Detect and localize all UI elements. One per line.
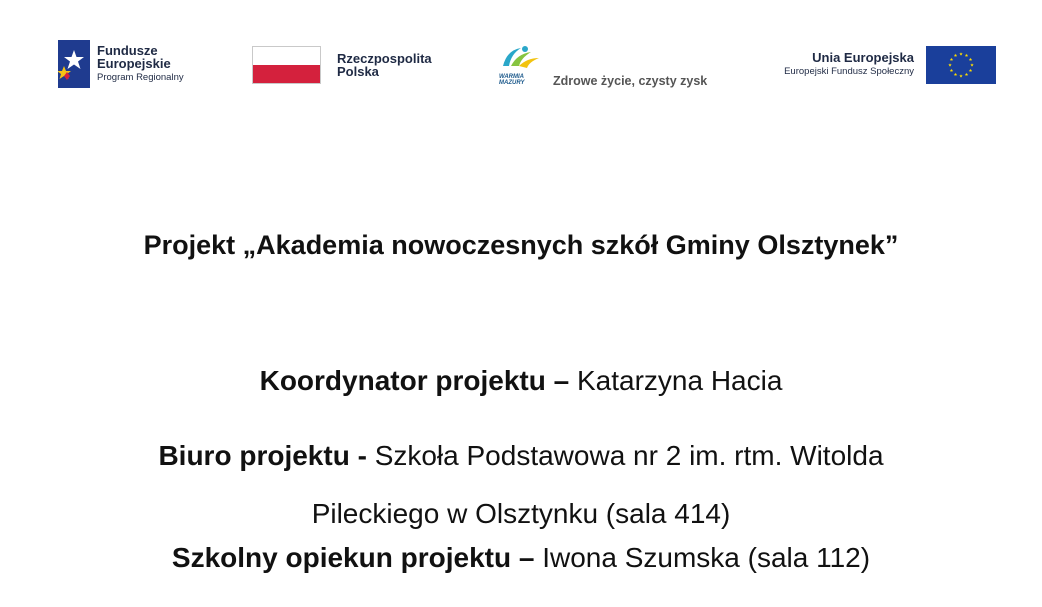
fundusze-europejskie-logo: [58, 40, 184, 88]
office-label: Biuro projektu: [158, 440, 350, 471]
coordinator-name: Katarzyna Hacia: [576, 365, 783, 396]
office-line: [0, 427, 1042, 543]
eu-flag-icon: [926, 46, 996, 84]
polish-flag-icon: [252, 46, 321, 84]
guardian-line: [0, 542, 1042, 574]
office-separator: -: [349, 440, 375, 471]
unia-europejska-logo: [784, 46, 996, 84]
office-value-line1: Szkoła Podstawowa nr 2 im. rtm. Witolda: [374, 440, 884, 471]
guardian-value: Iwona Szumska (sala 112): [542, 542, 871, 573]
coordinator-separator: –: [545, 365, 577, 396]
fundusze-europejskie-star-icon: [58, 40, 90, 88]
rzeczpospolita-polska-logo: [252, 46, 432, 84]
coordinator-label: Koordynator projektu: [259, 365, 546, 396]
guardian-separator: –: [511, 542, 543, 573]
office-value-line2: Pileckiego w Olsztynku (sala 414): [311, 498, 731, 529]
project-title: Projekt „Akademia nowoczesnych szkół Gminy Olsztynek”: [143, 230, 899, 260]
fundusze-line1: Fundusze: [97, 43, 158, 58]
warmia-slogan: Zdrowe życie, czysty zysk: [553, 74, 708, 88]
rzeczpospolita-line2: Polska: [337, 64, 379, 79]
coordinator-line: [0, 365, 1042, 397]
logo-bar: [0, 0, 1042, 110]
fundusze-line2: Europejskie: [97, 56, 171, 71]
unia-line2: Europejski Fundusz Społeczny: [784, 66, 914, 77]
warmia-mazury-icon: WARMIA MAZURY: [497, 44, 545, 86]
unia-line1: Unia Europejska: [812, 50, 914, 65]
fundusze-line3: Program Regionalny: [97, 72, 184, 83]
warmia-mazury-logo: [497, 44, 707, 86]
guardian-label: Szkolny opiekun projektu: [171, 542, 512, 573]
rzeczpospolita-line1: Rzeczpospolita: [337, 51, 432, 66]
